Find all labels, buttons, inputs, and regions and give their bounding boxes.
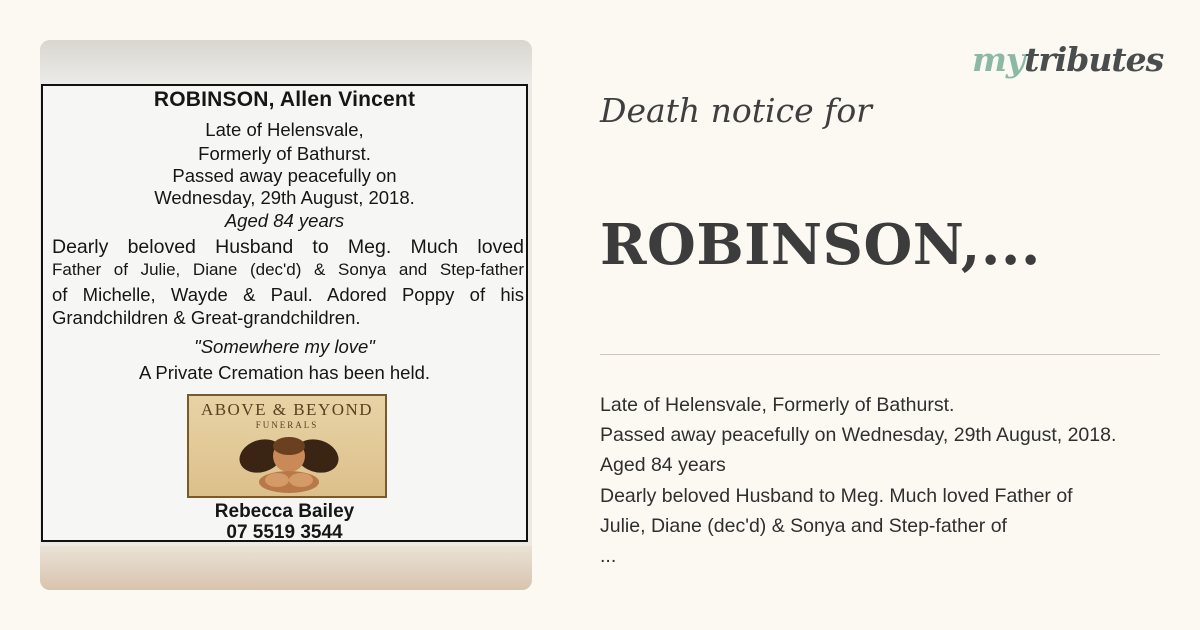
funeral-home-name: ABOVE & BEYOND [200,400,374,419]
excerpt-line: Julie, Diane (dec'd) & Sonya and Step-father of [600,514,1007,537]
excerpt-line: Dearly beloved Husband to Meg. Much loved Father of [600,484,1073,507]
excerpt-ellipsis: ... [600,545,617,568]
brand-tributes: tributes [1024,40,1164,79]
notice-age: Aged 84 years [224,210,345,231]
notice-body-line-2: Father of Julie, Diane (dec'd) & Sonya and Step-father [52,260,524,279]
notice-clipping-image [40,40,532,590]
notice-line-3: Passed away peacefully on [172,165,397,186]
cherub-icon [237,430,341,494]
notice-body-line-4: Grandchildren & Great-grandchildren. [52,307,361,328]
notice-cremation: A Private Cremation has been held. [138,362,431,383]
notice-body-line-1: Dearly beloved Husband to Meg. Much loved [52,236,524,258]
divider [600,354,1160,355]
notice-body-line-3: of Michelle, Wayde & Paul. Adored Poppy of his [52,284,524,305]
excerpt-line: Passed away peacefully on Wednesday, 29th August, 2018. [600,424,1117,447]
excerpt-line: Aged 84 years [600,454,726,477]
clipping-bottom-shadow [40,546,532,590]
notice-line-4: Wednesday, 29th August, 2018. [154,187,415,208]
mytributes-logo[interactable] [972,40,1163,79]
brand-my: my [972,40,1025,79]
notice-line-2: Formerly of Bathurst. [198,143,371,164]
notice-contact-phone: 07 5519 3544 [226,522,343,543]
clipping-top-shadow [40,40,532,84]
notice-quote: "Somewhere my love" [194,336,375,357]
excerpt-line: Late of Helensvale, Formerly of Bathurst. [600,394,955,416]
newspaper-notice [41,84,528,542]
page-title: ROBINSON,... [600,212,1041,278]
page-kicker: Death notice for [600,91,872,130]
notice-line-1: Late of Helensvale, [205,119,364,140]
notice-contact-name: Rebecca Bailey [214,501,355,522]
notice-excerpt [600,390,1200,571]
notice-title: ROBINSON, Allen Vincent [153,88,416,111]
funeral-home-subtitle: FUNERALS [255,420,319,430]
funeral-home-logo [187,394,387,498]
